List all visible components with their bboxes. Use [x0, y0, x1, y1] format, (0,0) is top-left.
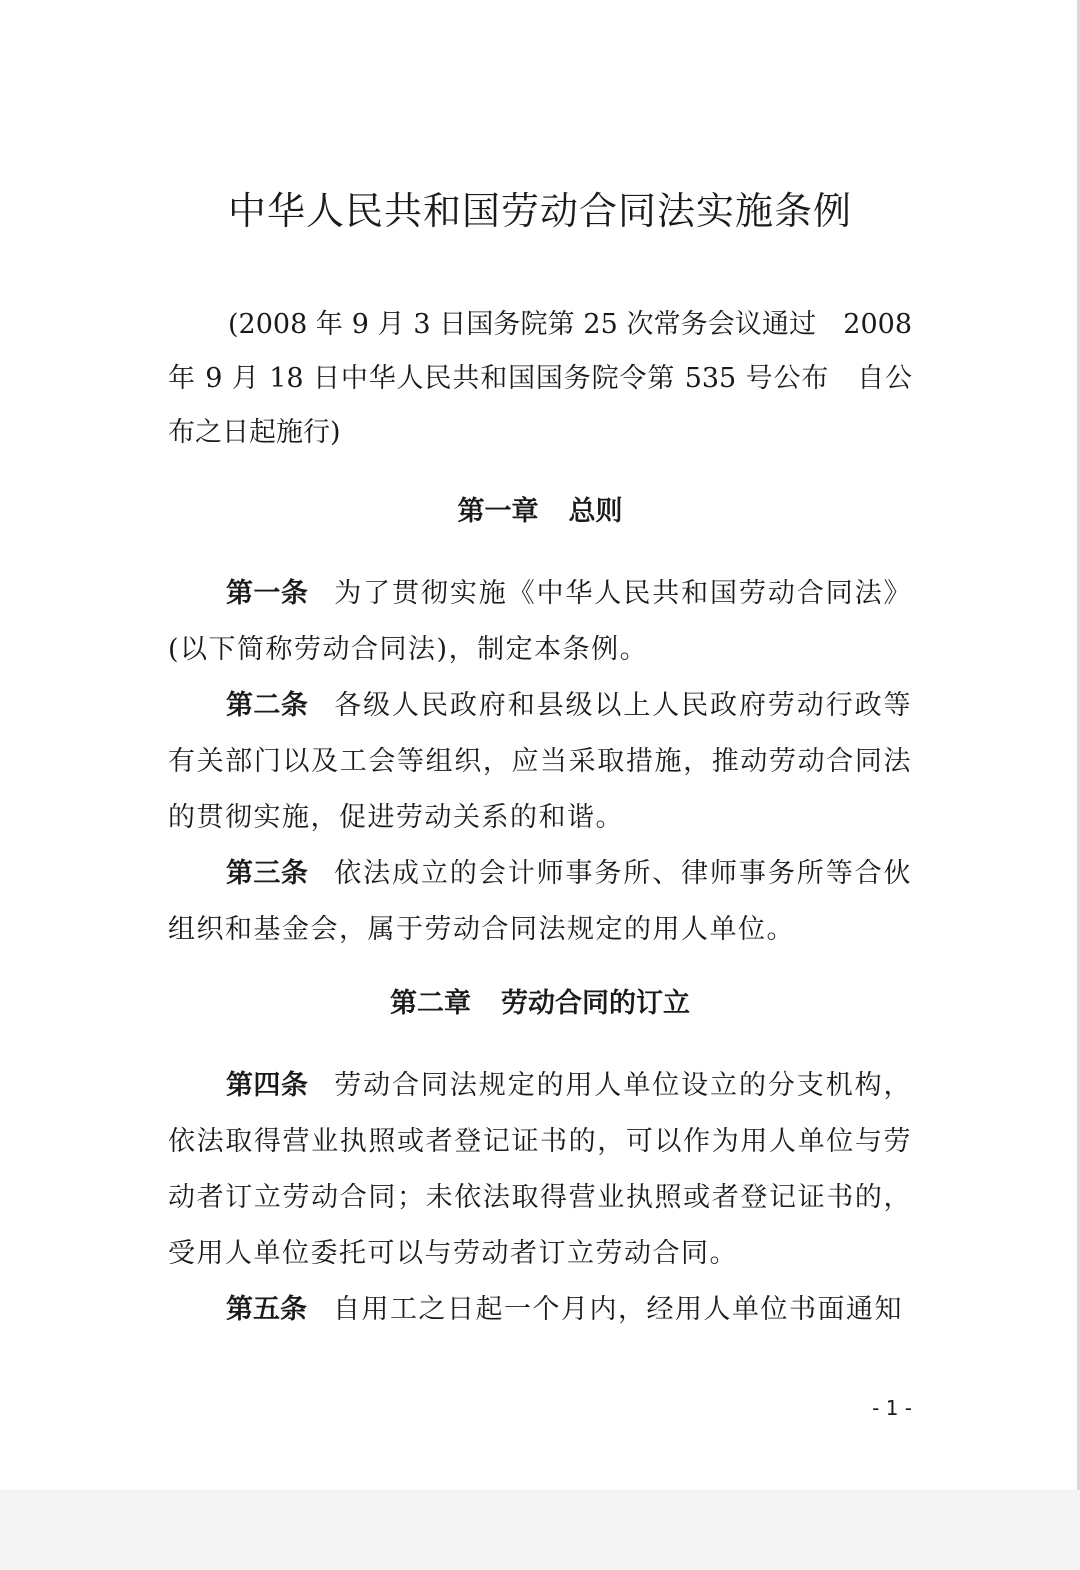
article-label: 第四条 — [226, 1070, 309, 1101]
article-label: 第一条 — [226, 578, 309, 609]
article-2 — [168, 678, 912, 846]
chapter-title: 劳动合同的订立 — [501, 988, 690, 1019]
page-number: - 1 - — [872, 1396, 912, 1420]
article-label: 第二条 — [226, 690, 309, 721]
background-margin — [0, 1490, 1080, 1570]
article-text: 各级人民政府和县级以上人民政府劳动行政等有关部门以及工会等组织，应当采取措施，推动劳动合同法的贯彻实施，促进劳动关系的和谐。 — [168, 690, 913, 833]
article-text: 依法成立的会计师事务所、律师事务所等合伙组织和基金会，属于劳动合同法规定的用人单位。 — [168, 858, 913, 945]
article-text: 劳动合同法规定的用人单位设立的分支机构，依法取得营业执照或者登记证书的，可以作为用人单位与劳动者订立劳动合同；未依法取得营业执照或者登记证书的，受用人单位委托可以与劳动者订立劳动合同。 — [168, 1070, 913, 1269]
article-4 — [168, 1058, 912, 1282]
document-title: 中华人民共和国劳动合同法实施条例 — [227, 189, 852, 233]
preamble: (2008 年 9 月 3 日国务院第 25 次常务会议通过 2008 年 9 月 18 日中华人民共和国国务院令第 535 号公布 自公布之日起施行) — [168, 309, 912, 448]
article-text: 自用工之日起一个月内，经用人单位书面通知 — [333, 1294, 903, 1325]
article-5 — [168, 1282, 912, 1338]
article-3 — [168, 846, 912, 958]
article-1 — [168, 566, 912, 678]
chapter-number: 第一章 — [457, 496, 539, 527]
article-label: 第三条 — [226, 858, 309, 889]
chapter-heading-1 — [168, 492, 912, 532]
chapter-heading-2 — [168, 984, 912, 1024]
chapter-title: 总则 — [568, 496, 623, 527]
article-text: 为了贯彻实施《中华人民共和国劳动合同法》(以下简称劳动合同法)，制定本条例。 — [168, 578, 913, 665]
chapter-number: 第二章 — [390, 988, 471, 1019]
article-label: 第五条 — [226, 1294, 307, 1325]
